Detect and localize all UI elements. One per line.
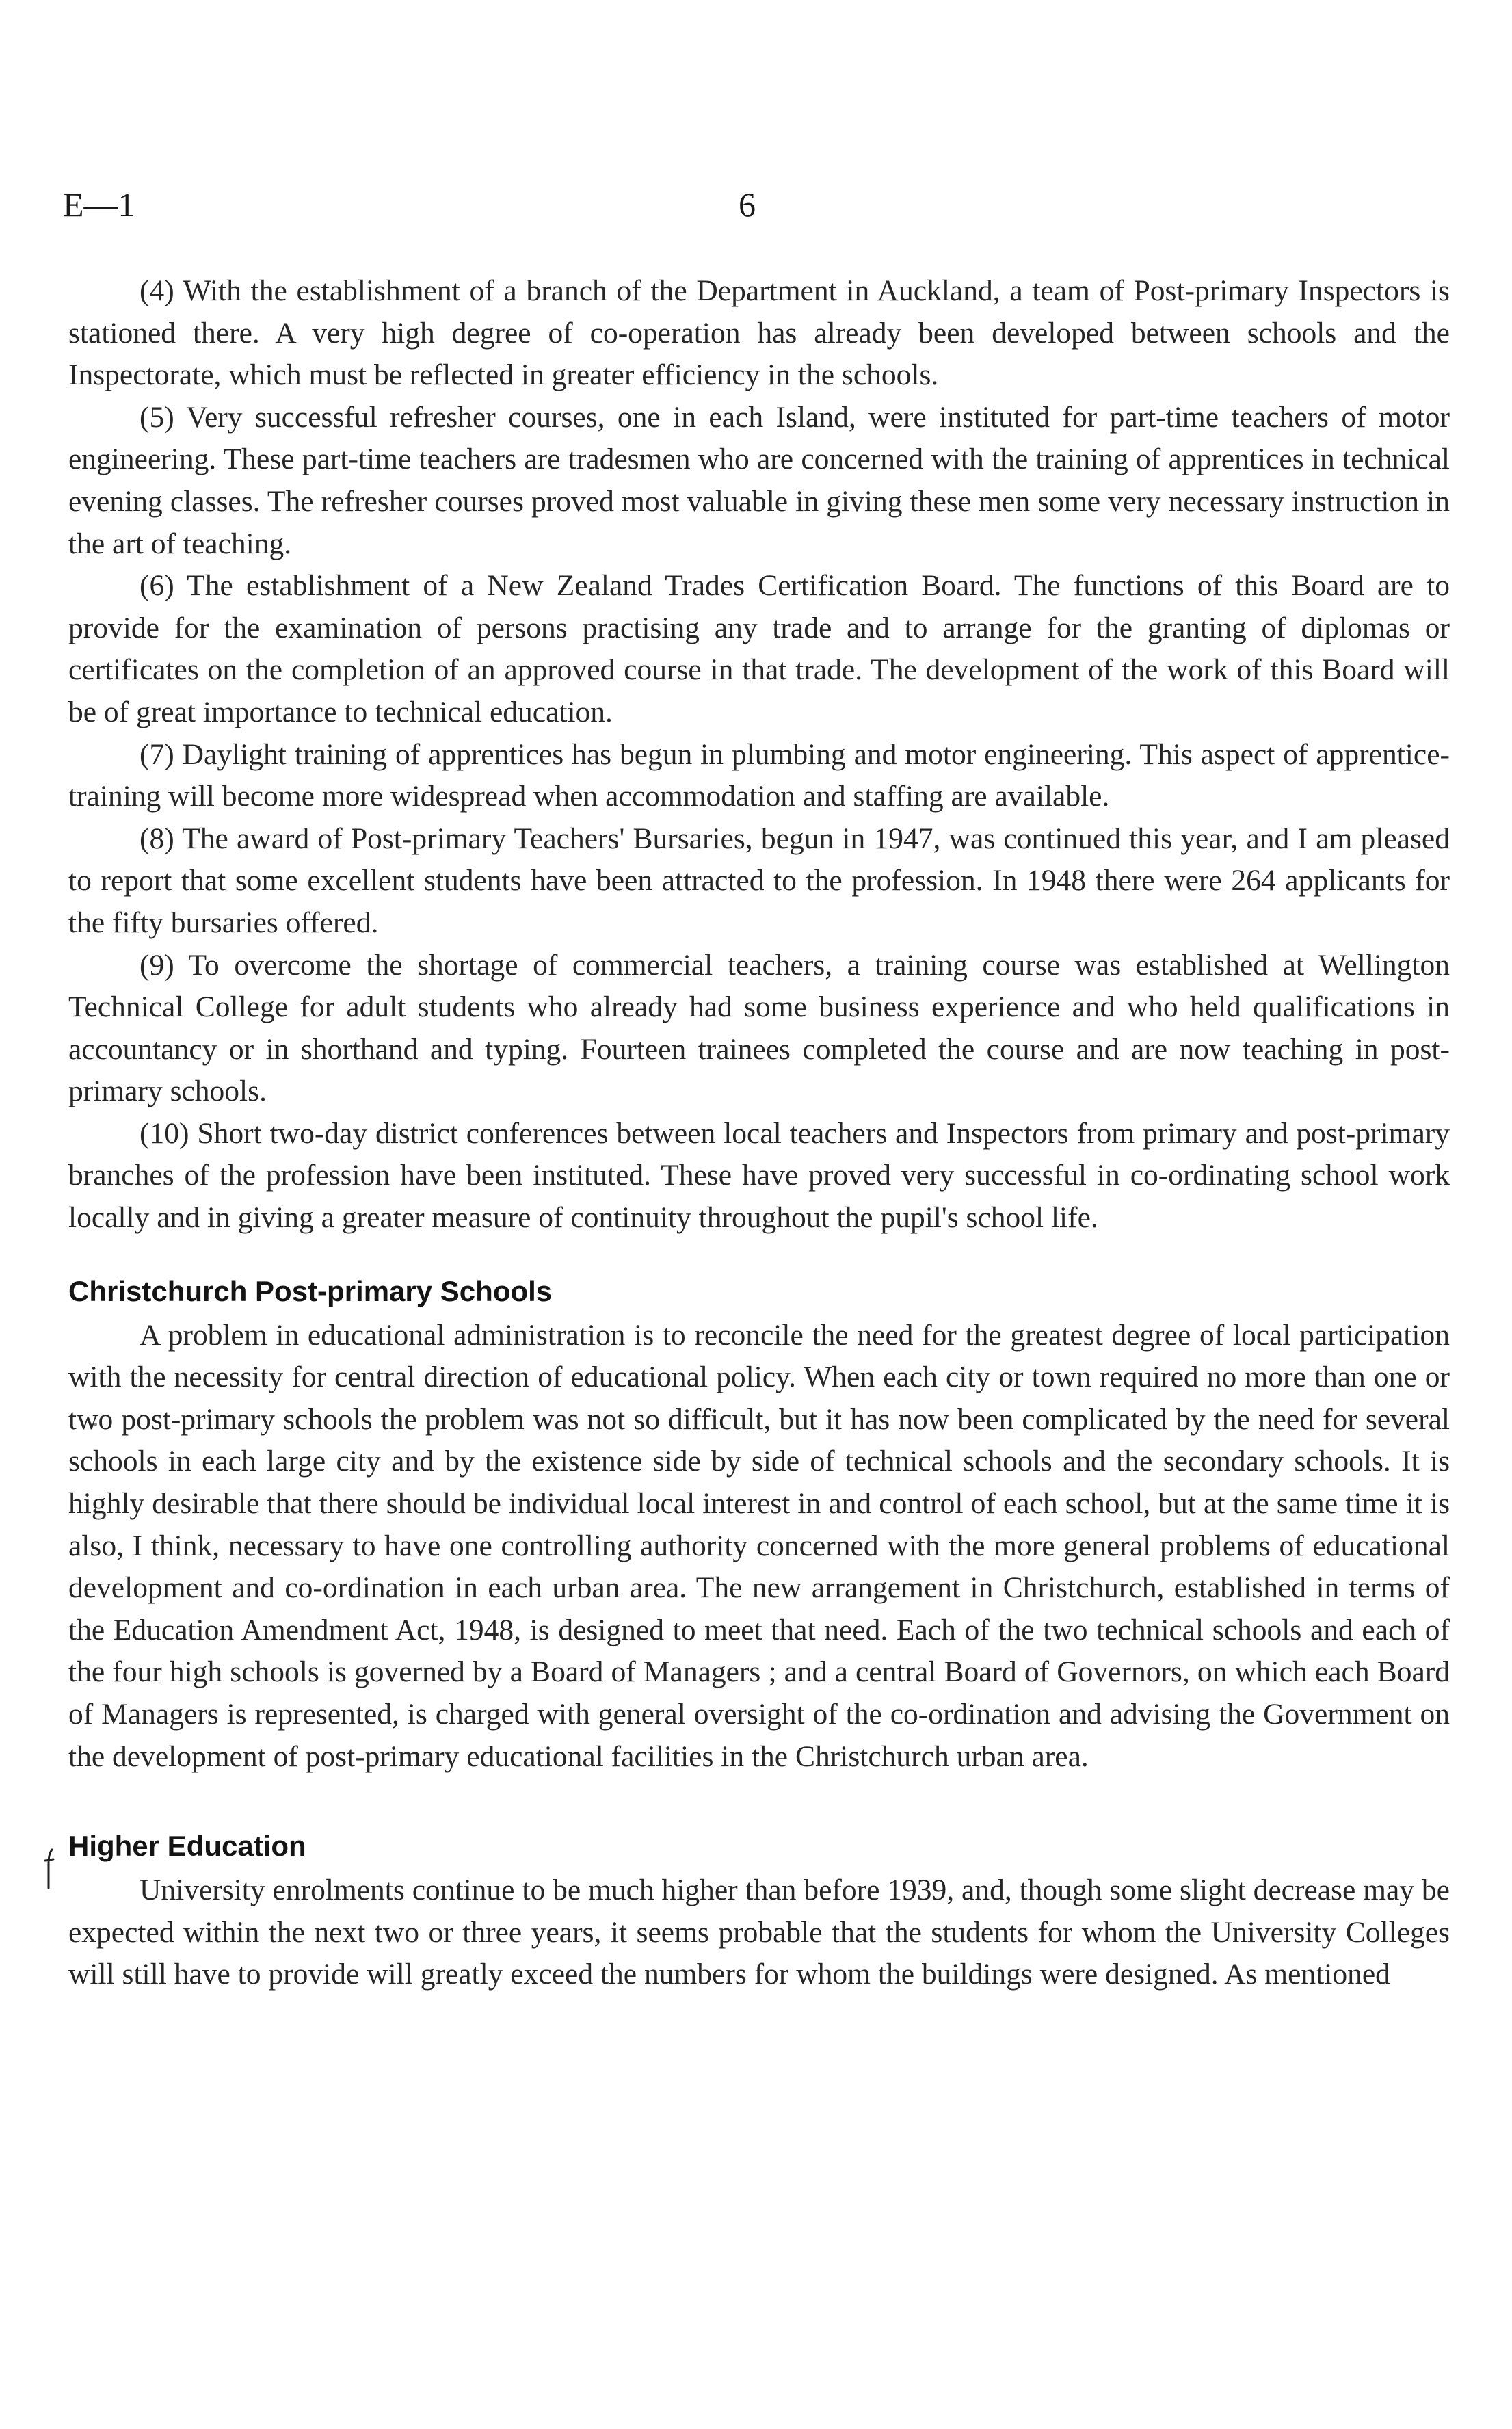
higher-education-heading: Higher Education xyxy=(68,1830,306,1863)
paragraph-item-8: (8) The award of Post-primary Teachers' Bursaries, begun in 1947, was continued this year, and I am pleased to report that some excellent students have been attracted to the profession. In 1948 there were 264 applicants for the fifty bursaries offered. xyxy=(68,822,1450,939)
page-header xyxy=(63,185,1444,233)
body-text xyxy=(68,270,1450,1996)
paragraph-item-9: (9) To overcome the shortage of commercial teachers, a training course was established at Wellington Technical College for adult students who already had some business experience and who held qualifications in accountancy or in shorthand and typing. Fourteen trainees completed the course and are now teaching in post-primary schools. xyxy=(68,948,1450,1108)
paragraph-item-5: (5) Very successful refresher courses, one in each Island, were instituted for part-time teachers of motor engineering. These part-time teachers are tradesmen who are concerned with the training of apprentices in technical evening classes. The refresher courses proved most valuable in giving these men some very necessary instruction in the art of teaching. xyxy=(68,400,1450,560)
paragraph-item-6: (6) The establishment of a New Zealand Trades Certification Board. The functions of this Board are to provide for the examination of persons practising any trade and to arrange for the granting of diplomas or certificates on the completion of an approved course in that trade. The development of the work of this Board will be of great importance to technical education. xyxy=(68,569,1450,728)
christchurch-paragraph: A problem in educational administration is to reconcile the need for the greatest degree of local participation with the necessity for central direction of educational policy. When each city or town required no more than one or two post-primary schools the problem was not so difficult, but it has now been complicated by the need for several schools in each large city and by the existence side by side of technical schools and the secondary schools. It is highly desirable that there should be individual local interest in and control of each school, but at the same time it is also, I think, necessary to have one controlling authority concerned with the more general problems of educational development and co-ordination in each urban area. The new arrangement in Christchurch, established in terms of the Education Amendment Act, 1948, is designed to meet that need. Each of the two technical schools and each of the four high schools is governed by a Board of Managers ; and a central Board of Governors, on which each Board of Managers is represented, is charged with general oversight of the co-ordination and advising the Government on the development of post-primary educational facilities in the Christchurch urban area. xyxy=(68,1318,1450,1773)
paragraph-item-4: (4) With the establishment of a branch of the Department in Auckland, a team of Post-primary Inspectors is stationed there. A very high degree of co-operation has already been developed between schools and the Inspectorate, which must be reflected in greater efficiency in the schools. xyxy=(68,274,1450,392)
page-number: 6 xyxy=(739,185,756,224)
report-code: E—1 xyxy=(63,185,135,224)
paragraph-item-7: (7) Daylight training of apprentices has begun in plumbing and motor engineering. This aspect of apprentice-training will become more widespread when accommodation and staffing are available. xyxy=(68,737,1450,813)
paragraph-item-10: (10) Short two-day district conferences between local teachers and Inspectors from primary and post-primary branches of the profession have been instituted. These have proved very successful in co-ordinating school work locally and in giving a greater measure of continuity throughout the pupil's school life. xyxy=(68,1116,1450,1235)
christchurch-heading: Christchurch Post-primary Schools xyxy=(68,1274,553,1307)
higher-education-paragraph: University enrolments continue to be much higher than before 1939, and, though some slight decrease may be expected within the next two or three years, it seems probable that the students for whom the University Colleges will still have to provide will greatly exceed the numbers for whom the buildings were designed. As mentioned xyxy=(68,1874,1450,1991)
margin-annotation-mark xyxy=(44,1848,55,1891)
